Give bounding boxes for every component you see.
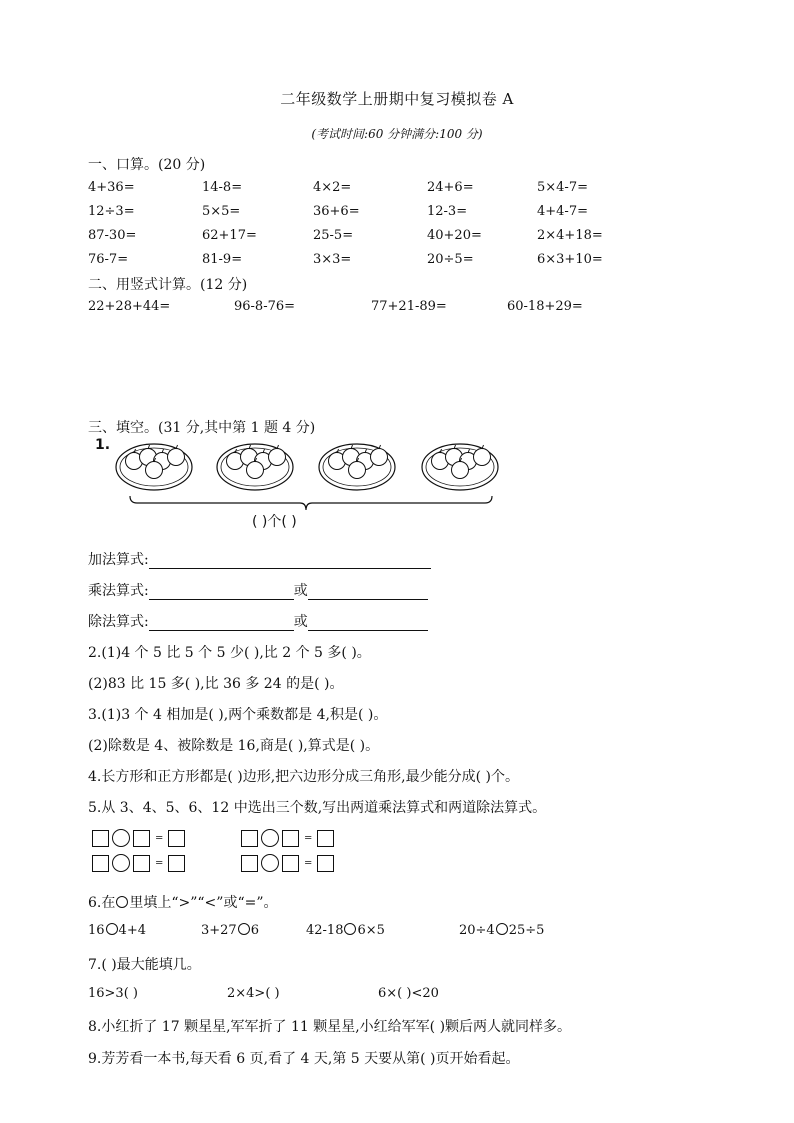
result-box[interactable] [317, 855, 334, 872]
question-3-2: (2)除数是 4、被除数是 16,商是( ),算式是( )。 [88, 738, 380, 754]
mental-math-item: 12÷3= [88, 204, 135, 219]
apple-icon [349, 462, 366, 479]
compare-item-3 [306, 923, 385, 938]
division-line [88, 611, 428, 631]
mental-math-item: 5×5= [202, 204, 241, 219]
question-6-suffix: 里填上“>”“<”或“=”。 [129, 895, 278, 911]
number-box[interactable] [241, 830, 258, 847]
mental-math-item: 76-7= [88, 252, 129, 267]
compare-right: 25÷5 [508, 923, 545, 938]
question-7: 7.( )最大能填几。 [88, 957, 201, 973]
apple-icon [146, 462, 163, 479]
addition-answer-blank[interactable] [149, 553, 431, 569]
equals-sign: = [155, 832, 164, 844]
exam-info: (考试时间:60 分钟满分:100 分) [311, 127, 483, 141]
question-5: 5.从 3、4、5、6、12 中选出三个数,写出两道乘法算式和两道除法算式。 [88, 800, 547, 816]
or-text: 或 [293, 583, 308, 599]
number-box[interactable] [92, 830, 109, 847]
mental-math-item: 62+17= [202, 228, 257, 243]
division-label: 除法算式: [88, 614, 149, 630]
operator-circle[interactable] [112, 829, 130, 847]
operator-circle[interactable] [261, 829, 279, 847]
compare-circle[interactable] [344, 923, 356, 935]
mental-math-item: 2×4+18= [537, 228, 603, 243]
mental-math-item: 81-9= [202, 252, 243, 267]
question-3-1: 3.(1)3 个 4 相加是( ),两个乘数都是 4,积是( )。 [88, 707, 388, 723]
multiplication-line [88, 580, 428, 600]
mental-math-item: 14-8= [202, 180, 243, 195]
apple-icon [452, 462, 469, 479]
apple-icon [474, 449, 491, 466]
mental-math-item: 6×3+10= [537, 252, 603, 267]
multiplication-blank-1[interactable] [149, 584, 294, 600]
question-8: 8.小红折了 17 颗星星,军军折了 11 颗星星,小红给军军( )颗后两人就同样多。 [88, 1019, 572, 1035]
vertical-calc-2: 96-8-76= [234, 299, 296, 314]
q7-item-2: 2×4>( ) [227, 986, 280, 1001]
compare-right: 6 [250, 923, 259, 938]
vertical-calc-1: 22+28+44= [88, 299, 171, 314]
apple-icon [247, 462, 264, 479]
compare-item-1 [88, 923, 146, 938]
number-box[interactable] [92, 855, 109, 872]
equals-sign: = [304, 832, 313, 844]
mental-math-item: 20÷5= [427, 252, 474, 267]
mental-math-item: 12-3= [427, 204, 468, 219]
compare-right: 4+4 [118, 923, 146, 938]
division-blank-1[interactable] [149, 615, 294, 631]
apple-plates-figure [110, 440, 505, 532]
equals-sign: = [155, 857, 164, 869]
question-9: 9.芳芳看一本书,每天看 6 页,看了 4 天,第 5 天要从第( )页开始看起。 [88, 1051, 520, 1067]
circle-icon [116, 896, 128, 908]
compare-item-4 [459, 923, 544, 938]
q7-item-1: 16>3( ) [88, 986, 138, 1001]
section1-heading: 一、口算。(20 分) [88, 157, 206, 173]
multiplication-label: 乘法算式: [88, 583, 149, 599]
equation-template [92, 854, 185, 872]
or-text: 或 [293, 614, 308, 630]
division-blank-2[interactable] [308, 615, 428, 631]
mental-math-item: 24+6= [427, 180, 474, 195]
question-2-1: 2.(1)4 个 5 比 5 个 5 少( ),比 2 个 5 多( )。 [88, 645, 371, 661]
figure-caption: ( )个( ) [252, 514, 297, 530]
mental-math-item: 87-30= [88, 228, 137, 243]
compare-right: 6×5 [357, 923, 385, 938]
section3-heading: 三、填空。(31 分,其中第 1 题 4 分) [88, 420, 316, 436]
page-title: 二年级数学上册期中复习模拟卷 A [280, 90, 514, 108]
number-box[interactable] [241, 855, 258, 872]
mental-math-item: 4+4-7= [537, 204, 588, 219]
number-box[interactable] [282, 830, 299, 847]
result-box[interactable] [168, 855, 185, 872]
section2-heading: 二、用竖式计算。(12 分) [88, 277, 248, 293]
equation-template [92, 829, 185, 847]
apple-icon [371, 449, 388, 466]
multiplication-blank-2[interactable] [308, 584, 428, 600]
number-box[interactable] [133, 830, 150, 847]
mental-math-item: 3×3= [313, 252, 352, 267]
operator-circle[interactable] [261, 854, 279, 872]
mental-math-item: 25-5= [313, 228, 354, 243]
q7-item-3: 6×( )<20 [378, 986, 439, 1001]
question-6-prefix: 6.在 [88, 895, 116, 911]
apple-icon [168, 449, 185, 466]
equation-template [241, 854, 334, 872]
result-box[interactable] [317, 830, 334, 847]
compare-circle[interactable] [496, 923, 508, 935]
mental-math-item: 40+20= [427, 228, 482, 243]
grouping-brace [130, 496, 492, 510]
apple-icon [269, 449, 286, 466]
mental-math-item: 36+6= [313, 204, 360, 219]
compare-circle[interactable] [106, 923, 118, 935]
compare-left: 42-18 [306, 923, 344, 938]
compare-circle[interactable] [238, 923, 250, 935]
vertical-calc-3: 77+21-89= [371, 299, 447, 314]
addition-line [88, 549, 431, 569]
equals-sign: = [304, 857, 313, 869]
number-box[interactable] [282, 855, 299, 872]
mental-math-item: 4×2= [313, 180, 352, 195]
addition-label: 加法算式: [88, 552, 149, 568]
result-box[interactable] [168, 830, 185, 847]
question-2-2: (2)83 比 15 多( ),比 36 多 24 的是( )。 [88, 676, 344, 692]
compare-left: 16 [88, 923, 105, 938]
compare-left: 3+27 [201, 923, 237, 938]
compare-item-2 [201, 923, 259, 938]
mental-math-item: 5×4-7= [537, 180, 588, 195]
number-box[interactable] [133, 855, 150, 872]
compare-left: 20÷4 [459, 923, 495, 938]
figure-number: 1. [95, 437, 111, 453]
question-6 [88, 892, 278, 912]
mental-math-item: 4+36= [88, 180, 135, 195]
equation-template [241, 829, 334, 847]
vertical-calc-4: 60-18+29= [507, 299, 583, 314]
question-4: 4.长方形和正方形都是( )边形,把六边形分成三角形,最少能分成( )个。 [88, 769, 520, 785]
operator-circle[interactable] [112, 854, 130, 872]
